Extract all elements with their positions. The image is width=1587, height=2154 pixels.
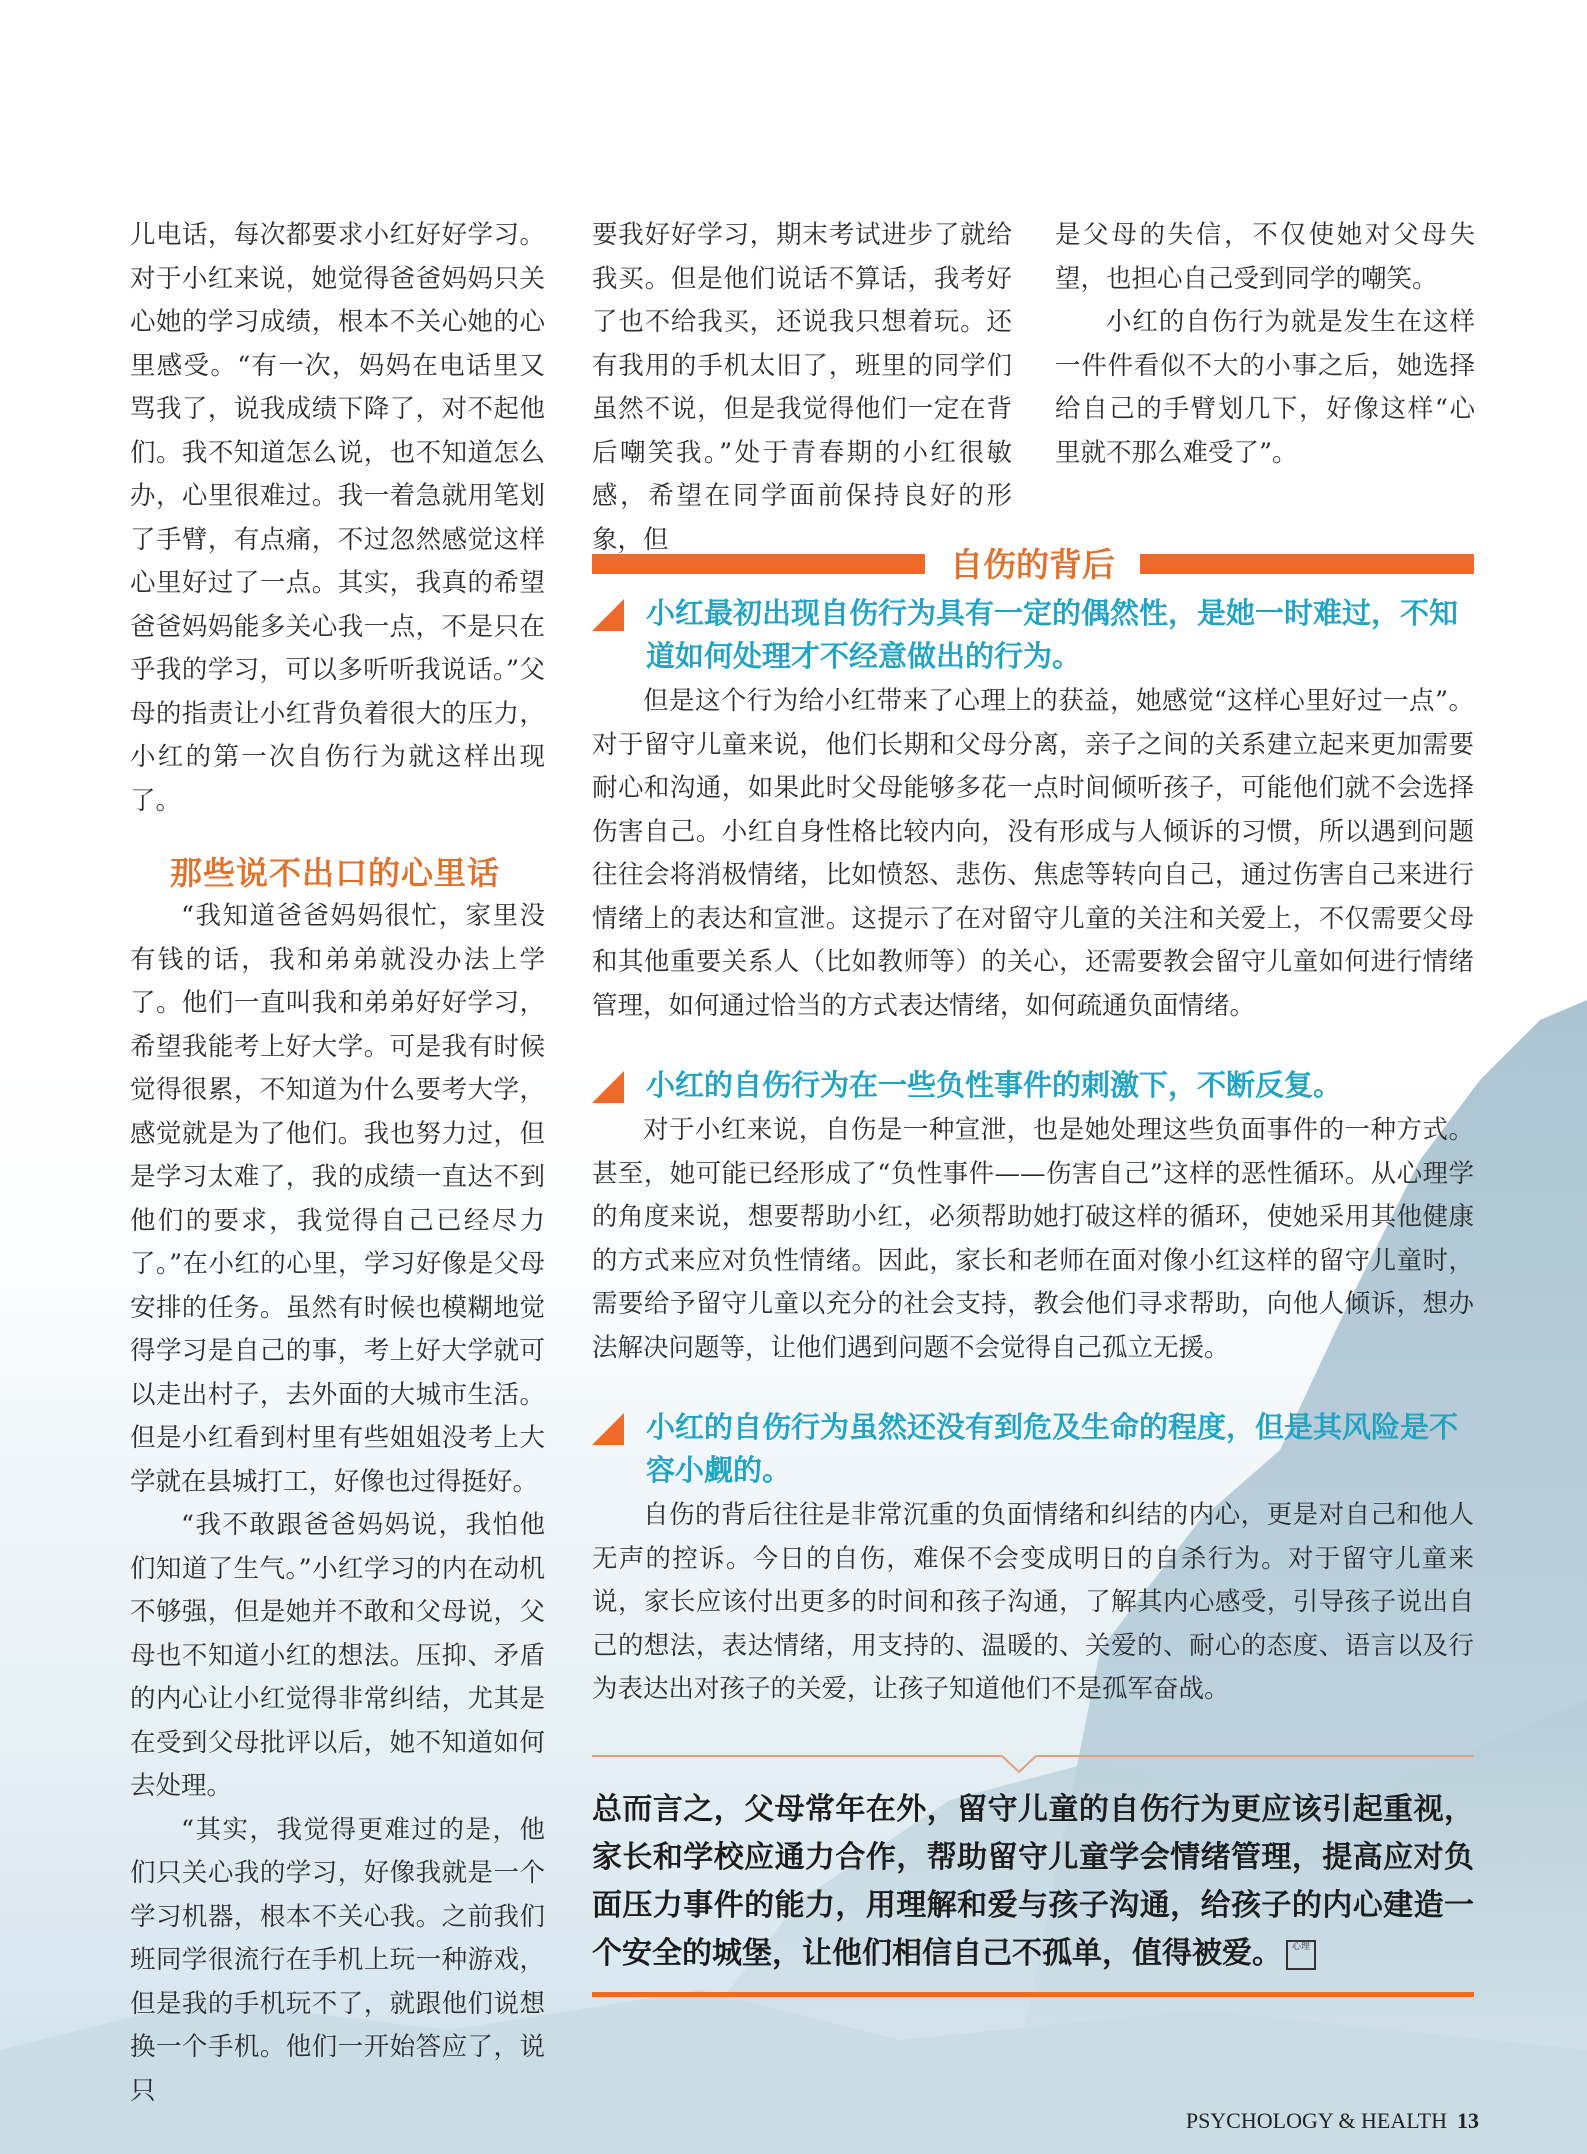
section-title-behind-self-harm (592, 540, 1474, 590)
triangle-bullet-icon (592, 1413, 624, 1445)
column-1-continued-text (130, 895, 545, 2113)
title-bar-right (1140, 554, 1474, 574)
point-heading (592, 1406, 1474, 1492)
page-footer (1186, 2108, 1479, 2134)
point-heading (592, 592, 1474, 678)
title-bar-left (592, 554, 925, 574)
point-heading-text: 小红最初出现自伤行为具有一定的偶然性，是她一时难过，不知道如何处理才不经意做出的行为。 (646, 596, 1459, 673)
triangle-bullet-icon (592, 1071, 624, 1103)
triangle-bullet-icon (592, 599, 624, 631)
subheading-unspoken-words: 那些说不出口的心里话 (170, 854, 501, 892)
column-2-text (592, 214, 1012, 562)
summary-top-divider (592, 1752, 1474, 1776)
paragraph: 小红的自伤行为就是发生在这样一件件看似不大的小事之后，她选择给自己的手臂划几下，好像这样“心里就不那么难受了”。 (1055, 307, 1475, 468)
point-heading-text: 小红的自伤行为虽然还没有到危及生命的程度，但是其风险是不容小觑的。 (646, 1410, 1459, 1487)
analysis-point-3 (592, 1406, 1474, 1712)
paragraph: 儿电话，每次都要求小红好好学习。对于小红来说，她觉得爸爸妈妈只关心她的学习成绩，根本不关心她的心里感受。“有一次，妈妈在电话里又骂我了，说我成绩下降了，对不起他们。我不知道怎么说，也不知道怎么办，心里很难过。我一着急就用笔划了手臂，有点痛，不过忽然感觉这样心里好过了一点。其实，我真的希望爸爸妈妈能多关心我一点，不是只在乎我的学习，可以多听听我说话。”父母的指责让小红背负着很大的压力，小红的第一次自伤行为就这样出现了。 (130, 220, 545, 816)
point-body: 自伤的背后往往是非常沉重的负面情绪和纠结的内心，更是对自己和他人无声的控诉。今日的自伤，难保不会变成明日的自杀行为。对于留守儿童来说，家长应该付出更多的时间和孩子沟通，了解其内心感受，引导孩子说出自己的想法，表达情绪，用支持的、温暖的、关爱的、耐心的态度、语言以及行为表达出对孩子的关爱，让孩子知道他们不是孤军奋战。 (592, 1500, 1474, 1704)
summary-bottom-divider (592, 1992, 1474, 1997)
point-heading-text: 小红的自伤行为在一些负性事件的刺激下，不断反复。 (646, 1068, 1343, 1102)
section-title-label: 自伤的背后 (950, 545, 1115, 584)
page-number: 13 (1457, 2108, 1479, 2133)
paragraph: “我不敢跟爸爸妈妈说，我怕他们知道了生气。”小红学习的内在动机不够强，但是她并不敢和父母说，父母也不知道小红的想法。压抑、矛盾的内心让小红觉得非常纠结，尤其是在受到父母批评以后，她不知道如何去处理。 (130, 1510, 545, 1801)
point-heading (592, 1064, 1474, 1107)
paragraph: 要我好好学习，期末考试进步了就给我买。但是他们说话不算话，我考好了也不给我买，还说我只想着玩。还有我用的手机太旧了，班里的同学们虽然不说，但是我觉得他们一定在背后嘲笑我。”处于青春期的小红很敏感，希望在同学面前保持良好的形象，但 (592, 220, 1012, 555)
point-body: 但是这个行为给小红带来了心理上的获益，她感觉“这样心里好过一点”。对于留守儿童来说，他们长期和父母分离，亲子之间的关系建立起来更加需要耐心和沟通，如果此时父母能够多花一点时间倾听孩子，可能他们就不会选择伤害自己。小红自身性格比较内向，没有形成与人倾诉的习惯，所以遇到问题往往会将消极情绪，比如愤怒、悲伤、焦虑等转向自己，通过伤害自己来进行情绪上的表达和宣泄。这提示了在对留守儿童的关注和关爱上，不仅需要父母和其他重要关系人（比如教师等）的关心，还需要教会留守儿童如何进行情绪管理，如何通过恰当的方式表达情绪，如何疏通负面情绪。 (592, 686, 1474, 1021)
analysis-point-2 (592, 1064, 1474, 1370)
paragraph: “其实，我觉得更难过的是，他们只关心我的学习，好像我就是一个学习机器，根本不关心我。之前我们班同学很流行在手机上玩一种游戏，但是我的手机玩不了，就跟他们说想换一个手机。他们一开始答应了，说只 (130, 1814, 545, 2106)
analysis-point-1 (592, 592, 1474, 1028)
summary-box (592, 1752, 1474, 1997)
paragraph: “我知道爸爸妈妈很忙，家里没有钱的话，我和弟弟就没办法上学了。他们一直叫我和弟弟好好学习，希望我能考上好大学。可是我有时候觉得很累，不知道为什么要考大学，感觉就是为了他们。我也努力过，但是学习太难了，我的成绩一直达不到他们的要求，我觉得自己已经尽力了。”在小红的心里，学习好像是父母安排的任务。虽然有时候也模糊地觉得学习是自己的事，考上好大学就可以走出村子，去外面的大城市生活。但是小红看到村里有些姐姐没考上大学就在县城打工，好像也过得挺好。 (130, 901, 545, 1497)
point-body: 对于小红来说，自伤是一种宣泄，也是她处理这些负面事件的一种方式。甚至，她可能已经形成了“负性事件——伤害自己”这样的恶性循环。从心理学的角度来说，想要帮助小红，必须帮助她打破这样的循环，使她采用其他健康的方式来应对负性情绪。因此，家长和老师在面对像小红这样的留守儿童时，需要给予留守儿童以充分的社会支持，教会他们寻求帮助，向他人倾诉，想办法解决问题等，让他们遇到问题不会觉得自己孤立无援。 (592, 1115, 1474, 1363)
end-mark-icon: 心理 (1286, 1940, 1316, 1970)
summary-text (592, 1786, 1474, 1978)
paragraph: 是父母的失信，不仅使她对父母失望，也担心自己受到同学的嘲笑。 (1055, 220, 1475, 294)
column-1-text (130, 214, 545, 823)
summary-text-content: 总而言之，父母常年在外，留守儿童的自伤行为更应该引起重视，家长和学校应通力合作，帮助留守儿童学会情绪管理，提高应对负面压力事件的能力，用理解和爱与孩子沟通，给孩子的内心建造一个安全的城堡，让他们相信自己不孤单，值得被爱。 (592, 1792, 1474, 1971)
magazine-name: PSYCHOLOGY & HEALTH (1185, 2108, 1447, 2133)
column-3-text (1055, 214, 1475, 475)
